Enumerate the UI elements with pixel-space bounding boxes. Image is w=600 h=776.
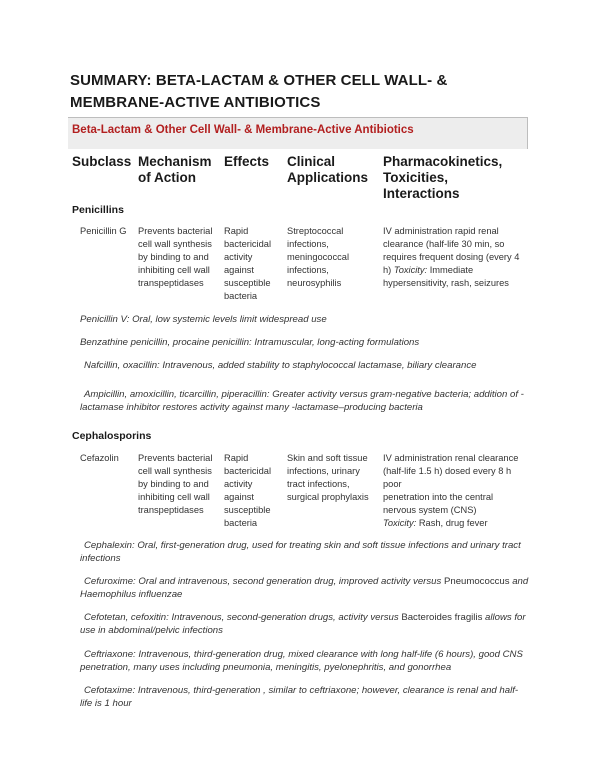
note-cephalexin: Cephalexin: Oral, first-generation drug, used for treating skin and soft tissue infections and urinary tract infections [80,540,521,564]
header-pharmacokinetics: Pharmacokinetics, Toxicities, Interactions [383,154,503,201]
header-subclass: Subclass [72,154,132,169]
page-title: SUMMARY: BETA-LACTAM & OTHER CELL WALL- & MEMBRANE-ACTIVE ANTIBIOTICS [70,72,448,111]
section-penicillins: Penicillins [72,204,124,216]
penicillin-toxicity-text: Immediate hypersensitivity, rash, seizures [383,265,509,288]
cefazolin-mechanism: Prevents bacterial cell wall synthesis by binding to and inhibiting cell wall transpeptidases [138,453,213,515]
header-effects: Effects [224,154,270,169]
cefazolin-clinical: Skin and soft tissue infections, urinary tract infections, surgical prophylaxis [287,453,369,502]
note-cefuroxime-text: Cefuroxime: Oral and intravenous, second generation drug, improved activity versus [84,576,442,587]
note-cefotetan-text: Cefotetan, cefoxitin: Intravenous, second-generation drugs, activity versus [84,612,399,623]
cefazolin-effects: Rapid bactericidal activity against susceptible bacteria [224,453,272,528]
penicillin-pharmacokinetics [383,225,528,290]
penicillin-pk-text: IV administration rapid renal clearance (half-life 30 min, so requires frequent dosing (every 4 h) [383,226,520,275]
note-penicillin-v: Penicillin V: Oral, low systemic levels limit widespread use [80,314,327,325]
note-nafcillin: Nafcillin, oxacillin: Intravenous, added stability to staphylococcal lactamase, biliary clearance [84,360,477,371]
penicillin-toxicity-label: Toxicity: [393,265,428,275]
drug-penicillin-g: Penicillin G [80,226,127,236]
note-cefotetan-organism: Bacteroides fragilis [401,612,483,623]
banner-title: Beta-Lactam & Other Cell Wall- & Membrane-Active Antibiotics [72,124,414,136]
note-cefuroxime-tail: and Haemophilus influenzae [80,576,529,600]
cefazolin-toxicity-label: Toxicity: [383,518,417,528]
note-cefuroxime [80,575,530,601]
note-cefotaxime: Cefotaxime: Intravenous, third-generation , similar to ceftriaxone; however, clearance is renal and half-life is 1 hour [80,685,519,709]
section-cephalosporins: Cephalosporins [72,430,152,442]
note-cefotetan-tail: allows for use in abdominal/pelvic infections [80,612,526,636]
cefazolin-pk-text: penetration into the central nervous system (CNS) [383,492,494,515]
penicillin-mechanism: Prevents bacterial cell wall synthesis by binding to and inhibiting cell wall transpeptidases [138,226,213,288]
cefazolin-pharmacokinetics [383,491,523,530]
drug-cefazolin: Cefazolin [80,453,119,463]
cefazolin-pk-a: IV administration renal clearance (half-life 1.5 h) dosed every 8 h poor [383,453,519,489]
penicillin-effects: Rapid bactericidal activity against susceptible bacteria [224,226,272,301]
note-ampicillin: Ampicillin, amoxicillin, ticarcillin, piperacillin: Greater activity versus gram-negative bacteria; addition of -lactamase inhibitor restores activity against many -lactamase–producing bacteria [80,389,524,413]
header-mechanism: Mechanism of Action [138,154,212,185]
note-benzathine: Benzathine penicillin, procaine penicillin: Intramuscular, long-acting formulations [80,337,420,348]
table-banner [68,117,528,149]
note-cefuroxime-organism: Pneumococcus [443,576,510,587]
header-clinical: Clinical Applications [287,154,369,185]
note-cefotetan [80,611,530,637]
note-ceftriaxone: Ceftriaxone: Intravenous, third-generation drug, mixed clearance with long half-life (6 hours), good CNS penetration, many uses including pneumonia, meningitis, pyelonephritis, and gonorrhea [80,649,523,673]
penicillin-clinical: Streptococcal infections, meningococcal infections, neurosyphilis [287,226,350,288]
cefazolin-toxicity-text: Rash, drug fever [418,518,488,528]
